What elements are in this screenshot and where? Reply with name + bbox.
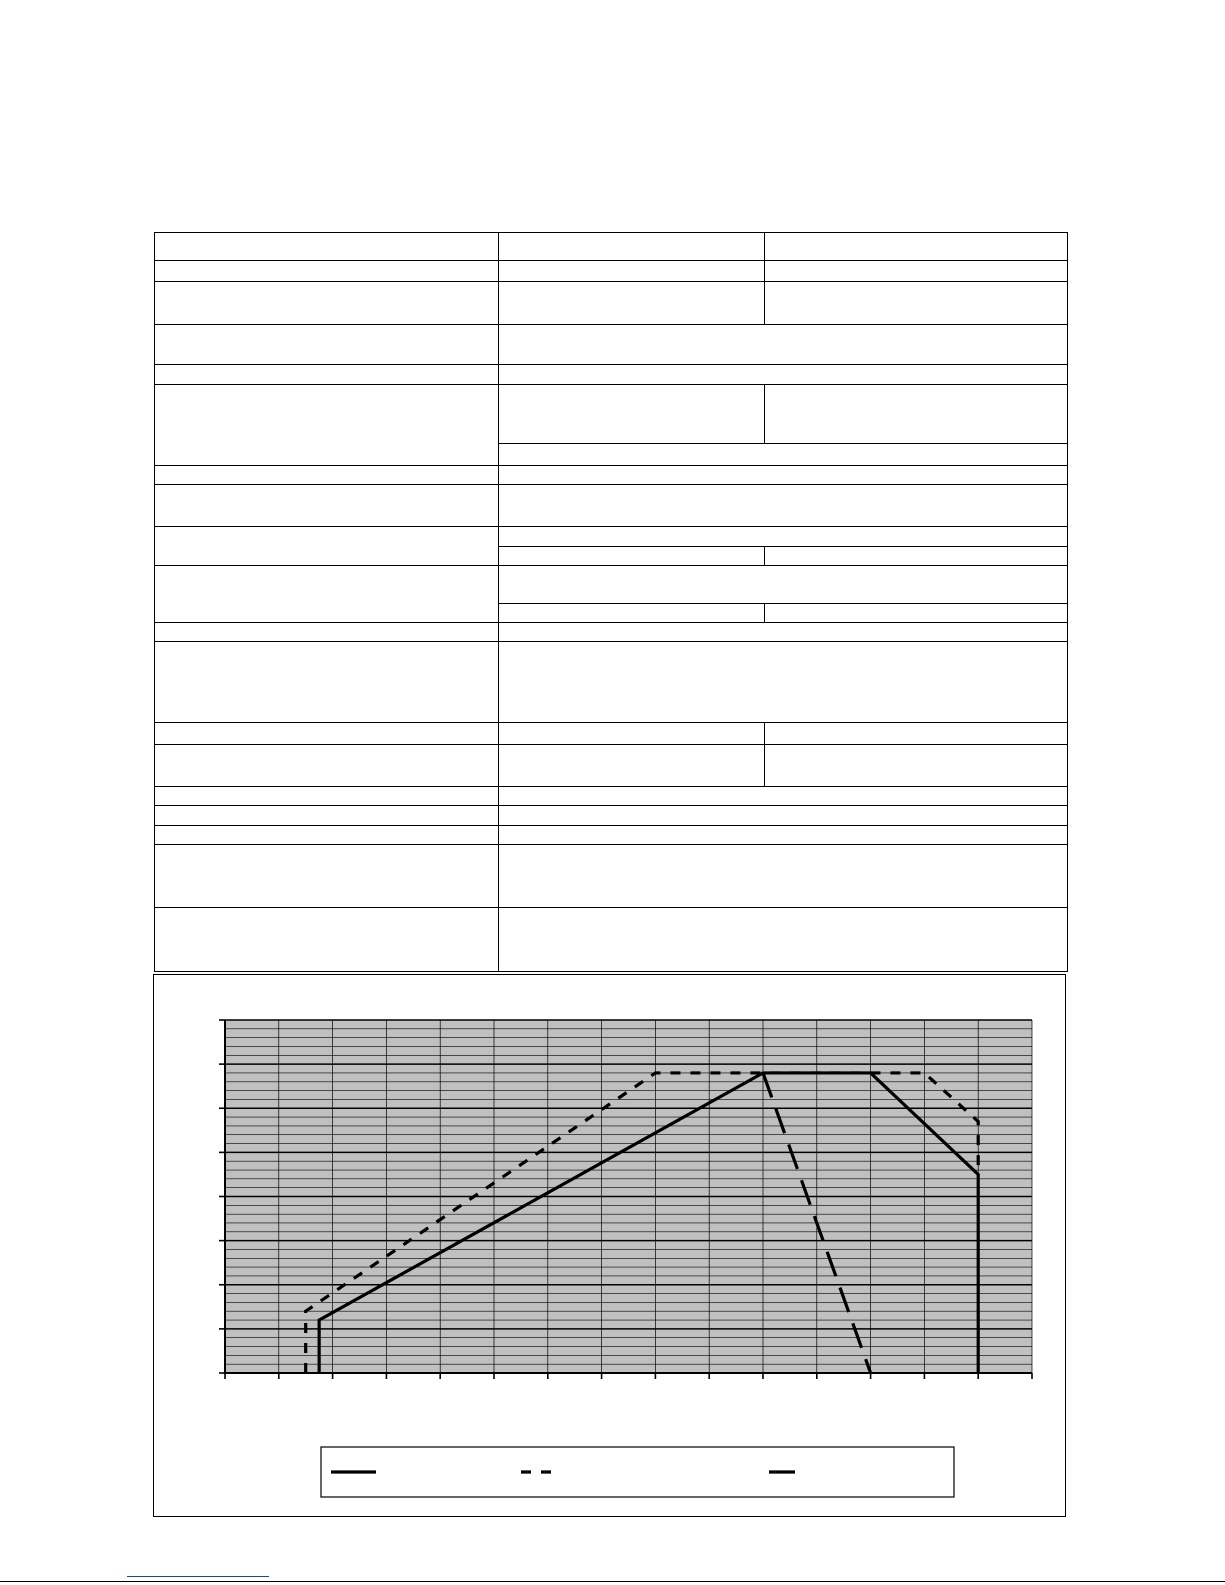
table-cell: [499, 908, 1068, 972]
chart-container: [153, 974, 1066, 1517]
table-cell: [155, 466, 499, 485]
table-row: [155, 566, 1068, 604]
table-row: [155, 485, 1068, 527]
table-row: [155, 282, 1068, 325]
chart-svg: [154, 975, 1067, 1518]
table-row: [155, 826, 1068, 845]
page-bottom-rule: [0, 1581, 1225, 1582]
table-cell: [155, 365, 499, 385]
table-cell: [155, 806, 499, 826]
table-cell: [499, 806, 1068, 826]
table-row: [155, 365, 1068, 385]
table-cell: [499, 444, 1068, 466]
table-cell: [155, 745, 499, 787]
table-cell: [499, 723, 765, 745]
table-cell: [765, 282, 1068, 325]
table-cell: [499, 642, 1068, 723]
table-cell: [155, 233, 499, 261]
table-cell: [499, 604, 765, 623]
table-cell: [155, 787, 499, 806]
table-cell: [499, 261, 765, 282]
table-cell: [155, 642, 499, 723]
table-cell: [499, 566, 1068, 604]
table-row: [155, 642, 1068, 723]
table-cell: [155, 908, 499, 972]
table-row: [155, 623, 1068, 642]
table-row: [155, 723, 1068, 745]
table-cell: [155, 261, 499, 282]
table-cell: [499, 745, 765, 787]
table-cell: [155, 845, 499, 908]
table-cell: [155, 826, 499, 845]
table-row: [155, 466, 1068, 485]
table-cell: [765, 385, 1068, 444]
table-cell: [499, 547, 765, 566]
table-row: [155, 325, 1068, 365]
spec-table: [154, 232, 1068, 972]
table-row: [155, 787, 1068, 806]
table-cell: [765, 547, 1068, 566]
table-cell: [155, 723, 499, 745]
table-cell: [155, 623, 499, 642]
table-row: [155, 527, 1068, 547]
table-row: [155, 745, 1068, 787]
table-cell: [155, 527, 499, 566]
table-cell: [499, 845, 1068, 908]
table-row: [155, 845, 1068, 908]
table-cell: [499, 527, 1068, 547]
table-cell: [155, 385, 499, 466]
table-cell: [499, 385, 765, 444]
table-row: [155, 908, 1068, 972]
table-cell: [765, 261, 1068, 282]
table-cell: [155, 566, 499, 623]
legend-box: [321, 1447, 954, 1497]
table-cell: [765, 745, 1068, 787]
table-cell: [499, 233, 765, 261]
table-cell: [765, 723, 1068, 745]
footer-link-underline[interactable]: [127, 1576, 269, 1577]
table-cell: [499, 325, 1068, 365]
table-cell: [155, 325, 499, 365]
table-cell: [155, 485, 499, 527]
table-cell: [765, 604, 1068, 623]
table-cell: [499, 466, 1068, 485]
table-row: [155, 806, 1068, 826]
table-cell: [499, 787, 1068, 806]
table-row: [155, 385, 1068, 444]
table-cell: [499, 826, 1068, 845]
table-cell: [499, 623, 1068, 642]
table-row: [155, 261, 1068, 282]
table-cell: [499, 282, 765, 325]
table-cell: [499, 485, 1068, 527]
table-cell: [155, 282, 499, 325]
table-row: [155, 233, 1068, 261]
table-cell: [765, 233, 1068, 261]
table-cell: [499, 365, 1068, 385]
